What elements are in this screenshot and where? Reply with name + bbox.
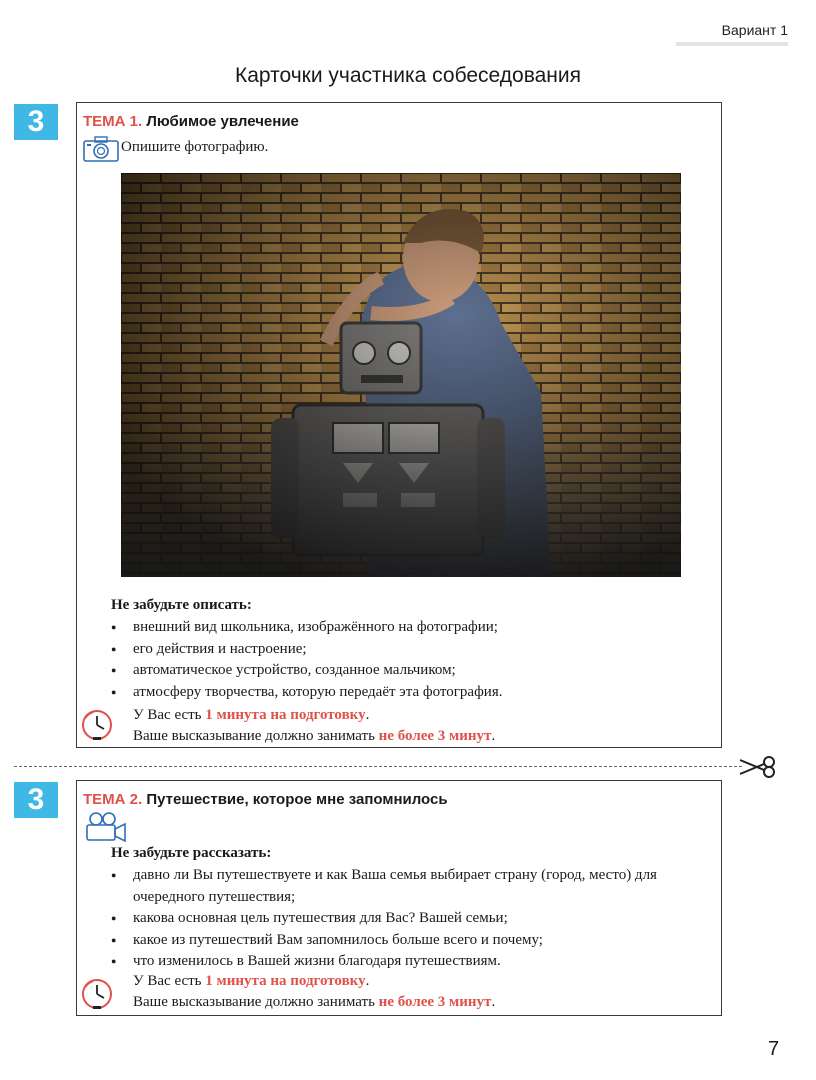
video-camera-icon <box>83 811 129 843</box>
describe-points-list <box>109 617 502 703</box>
prep-time-text <box>133 971 369 992</box>
card-topic-2 <box>76 780 722 1016</box>
list-item: ● автоматическое устройство, созданное мальчиком; <box>109 660 502 682</box>
talk-time-value: не более 3 минут <box>378 994 492 1010</box>
list-item: ● какое из путешествий Вам запомнилось больше всего и почему; <box>109 930 709 952</box>
list-item: ● давно ли Вы путешествуете и как Ваша семья выбирает страну (город, место) для очередного путешествия; <box>109 865 709 908</box>
list-item: ● его действия и настроение; <box>109 639 502 661</box>
instruction-text: Опишите фотографию. <box>121 139 269 155</box>
card-topic-1 <box>76 102 722 748</box>
topic-title: Путешествие, которое мне запомнилось <box>146 791 448 808</box>
page-number: 7 <box>768 1038 780 1060</box>
prep-prefix: У Вас есть <box>133 973 206 989</box>
remember-heading: Не забудьте рассказать: <box>111 845 272 861</box>
prep-suffix: . <box>365 973 370 989</box>
topic-number: ТЕМА 1. <box>83 113 143 130</box>
prep-prefix: У Вас есть <box>133 707 206 723</box>
prep-time-value: 1 минута на подготовку <box>205 973 366 989</box>
list-item: ● внешний вид школьника, изображённого на фотографии; <box>109 617 502 639</box>
prep-suffix: . <box>365 707 370 723</box>
talk-time-text <box>133 992 495 1013</box>
photo-boy-with-robot <box>121 173 681 577</box>
talk-time-value: не более 3 минут <box>378 728 492 744</box>
prep-time-text <box>133 705 369 726</box>
remember-heading: Не забудьте описать: <box>111 597 252 613</box>
cut-line <box>14 766 742 767</box>
list-item: ● атмосферу творчества, которую передаёт эта фотография. <box>109 682 502 704</box>
talk-prefix: Ваше высказывание должно занимать <box>133 728 379 744</box>
talk-prefix: Ваше высказывание должно занимать <box>133 994 379 1010</box>
page-title: Карточки участника собеседования <box>235 64 581 87</box>
list-item: ● что изменилось в Вашей жизни благодаря путешествиям. <box>109 951 709 973</box>
scissors-icon <box>738 756 778 778</box>
variant-underline <box>676 42 788 46</box>
topic-heading <box>83 791 448 808</box>
clock-icon <box>81 978 113 1010</box>
topic-number: ТЕМА 2. <box>83 791 143 808</box>
prep-time-value: 1 минута на подготовку <box>205 707 366 723</box>
talk-time-text <box>133 726 495 747</box>
task-number-badge: 3 <box>14 104 58 140</box>
task-number-badge: 3 <box>14 782 58 818</box>
list-item: ● какова основная цель путешествия для Вас? Вашей семьи; <box>109 908 709 930</box>
topic-title: Любимое увлечение <box>146 113 299 130</box>
topic-heading <box>83 113 299 130</box>
camera-icon <box>83 136 119 162</box>
talk-suffix: . <box>491 994 496 1010</box>
variant-label: Вариант 1 <box>721 22 788 38</box>
tell-points-list <box>109 865 709 973</box>
talk-suffix: . <box>491 728 496 744</box>
clock-icon <box>81 709 113 741</box>
